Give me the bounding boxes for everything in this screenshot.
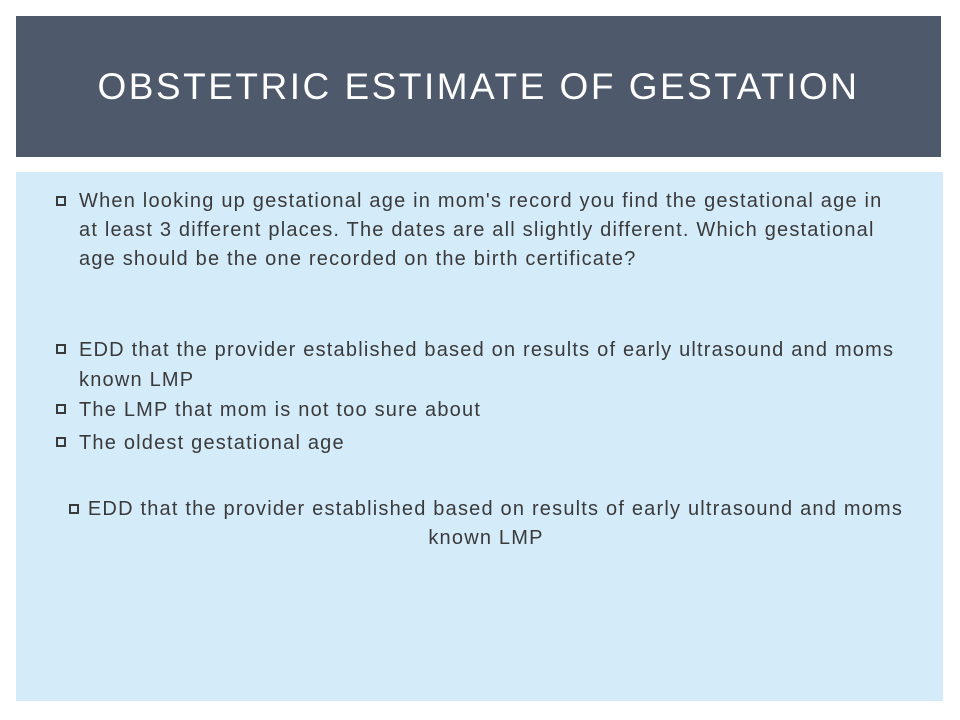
square-bullet-icon	[56, 344, 66, 354]
square-bullet-icon	[56, 437, 66, 447]
question-bullet	[56, 187, 896, 274]
option-bullet	[56, 428, 896, 458]
option-text: The oldest gestational age	[79, 432, 345, 454]
content-area	[16, 172, 943, 701]
square-bullet-icon	[56, 404, 66, 414]
square-bullet-icon	[56, 196, 66, 206]
option-text: EDD that the provider established based on results of early ultrasound and moms known LMP	[79, 339, 895, 391]
title-bar	[16, 16, 941, 157]
answer-text: EDD that the provider established based on results of early ultrasound and moms known LMP	[87, 498, 904, 549]
slide-title: OBSTETRIC ESTIMATE OF GESTATION	[97, 65, 860, 107]
answer-bullet	[56, 495, 916, 553]
square-bullet-icon	[69, 504, 79, 514]
option-bullet	[56, 335, 896, 395]
question-text: When looking up gestational age in mom's record you find the gestational age in at least 3 different places. The dates are all slightly different. Which gestational age should be the one recorded on the birth certificate?	[79, 190, 883, 270]
option-bullet	[56, 395, 896, 425]
option-text: The LMP that mom is not too sure about	[79, 399, 482, 421]
